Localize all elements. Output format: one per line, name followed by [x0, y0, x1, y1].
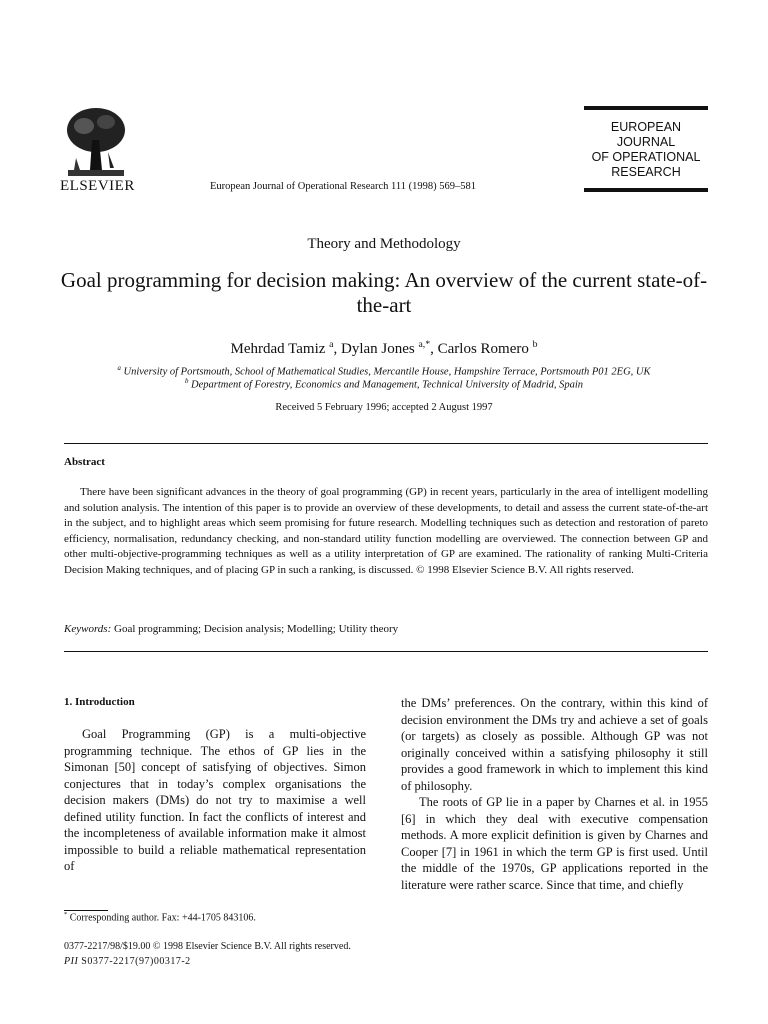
received-dates: Received 5 February 1996; accepted 2 August 1997: [275, 402, 493, 413]
issn-line: 0377-2217/98/$19.00 © 1998 Elsevier Science B.V. All rights reserved.: [64, 941, 351, 952]
paragraph: Goal Programming (GP) is a multi-objective programming technique. The ethos of GP lies in the Simonan [50] concept of satisfying of objectives. Simon conjectures that in today’s complex organisations the decision makers (DMs) do not try to maximise a well defined utility function. In fact the conflicts of interest and the incompleteness of available information make it almost impossible to build a reliable mathematical representation of: [64, 727, 366, 873]
keywords: [64, 623, 398, 635]
journal-brand: [584, 106, 708, 192]
author-name: Carlos Romero: [437, 341, 529, 357]
author-name: Dylan Jones: [340, 341, 415, 357]
keywords-text: Goal programming; Decision analysis; Modelling; Utility theory: [114, 623, 399, 635]
brand-line: EUROPEAN: [610, 120, 682, 134]
abstract-heading: Abstract: [64, 456, 105, 468]
author-affiliation-mark: b: [532, 339, 538, 350]
affiliation-text: Department of Forestry, Economics and Management, Technical University of Madrid, Spain: [190, 379, 584, 391]
affiliation-mark: a: [117, 365, 121, 372]
elsevier-logo: [60, 104, 160, 196]
footnote-mark: *: [64, 911, 68, 918]
divider-top: [64, 443, 708, 444]
author-affiliation-mark: a,*: [418, 339, 431, 350]
author-list: Mehrdad Tamiz $^a$, Dylan Jones $^{a,*}$, Carlos Romero $^b$: [230, 339, 538, 357]
brand-line: JOURNAL: [616, 135, 676, 149]
left-column: [64, 726, 366, 875]
affiliation: [0, 378, 768, 391]
publisher-name: ELSEVIER: [60, 178, 135, 194]
divider-bottom: [64, 651, 708, 652]
elsevier-tree-icon: [64, 104, 128, 180]
journal-reference: European Journal of Operational Research 111 (1998) 569–581: [210, 181, 477, 192]
section-heading: Theory and Methodology: [307, 236, 461, 252]
brand-rule-top: [584, 106, 708, 110]
paper-title: Goal programming for decision making: An overview of the current state-of-the-art: [60, 268, 708, 317]
footnote-text: Corresponding author. Fax: +44-1705 843106.: [69, 912, 256, 924]
affiliation: [0, 365, 768, 378]
pii-label: PII: [64, 956, 79, 967]
author-name: Mehrdad Tamiz: [230, 341, 326, 357]
pii-value: S0377-2217(97)00317-2: [81, 956, 191, 967]
affiliation-mark: b: [184, 378, 189, 385]
footnote: [64, 911, 256, 923]
journal-brand-text: [584, 120, 708, 180]
paragraph: The roots of GP lie in a paper by Charnes et al. in 1955 [6] in which they deal with executive compensation methods. A more explicit definition is given by Charnes and Cooper [7] in 1961 in which the term GP is first used. Until the middle of the 1970s, GP applications reported in the literature were rather scarce. Since that time, and chiefly: [401, 795, 708, 892]
author-affiliation-mark: a: [329, 339, 334, 350]
keywords-label: Keywords:: [64, 623, 112, 635]
pii-line: [64, 956, 191, 967]
right-column: [401, 695, 708, 893]
abstract-body: There have been significant advances in the theory of goal programming (GP) in recent years, particularly in the area of intelligent modelling and solution analysis. The intention of this paper is to provide an overview of these developments, to detail and assess the current state-of-the-art in the subject, and to highlight areas which seem promising for future research. Modelling techniques such as detection and restoration of pareto efficiency, normalisation, redundancy checking, and non-standard utility function modelling are overviewed. The connection between GP and other multi-objective-programming techniques as well as a utility interpretation of GP are examined. The rationality of ranking Multi-Criteria Decision Making techniques, and of placing GP in such a ranking, is discussed. © 1998 Elsevier Science B.V. All rights reserved.: [64, 486, 708, 576]
affiliation-text: University of Portsmouth, School of Mathematical Studies, Mercantile House, Hampshire Terrace, Portsmouth P01 2EG, UK: [123, 366, 651, 378]
brand-line: OF OPERATIONAL: [591, 150, 701, 164]
brand-line: RESEARCH: [611, 165, 681, 179]
intro-heading: 1. Introduction: [64, 696, 135, 708]
paragraph: the DMs’ preferences. On the contrary, within this kind of decision environment the DMs try and achieve a set of goals (or targets) as closely as possible. Although GP was not originally conceived within a satisfying philosophy it still provides a good framework in which to implement this kind of philosophy.: [401, 696, 708, 793]
brand-rule-bottom: [584, 188, 708, 192]
